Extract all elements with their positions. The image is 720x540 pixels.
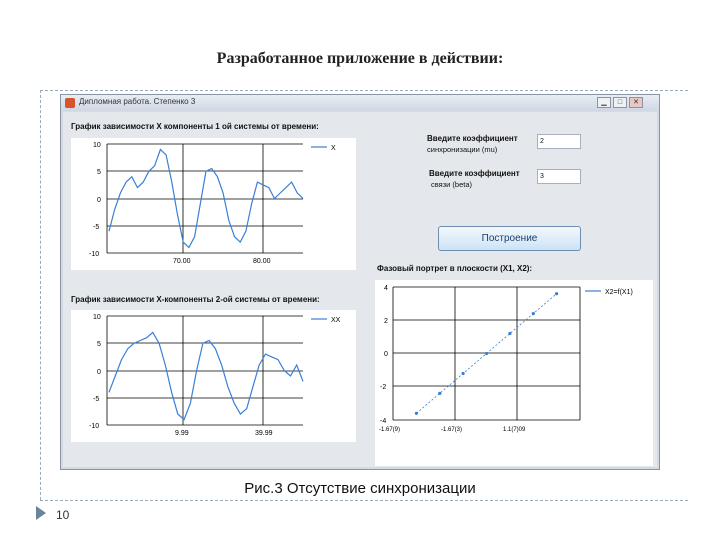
chart2-ytick: 10 — [93, 314, 101, 321]
chart2-ytick: 0 — [97, 369, 101, 376]
minimize-button[interactable]: ▁ — [597, 97, 611, 108]
phase-plot — [375, 280, 653, 466]
chart1 — [71, 138, 356, 270]
coef2-input[interactable] — [537, 169, 581, 184]
chart2-ytick: -5 — [93, 396, 100, 403]
bottom-divider — [40, 500, 688, 501]
chart1-legend-label: X — [331, 145, 336, 152]
phase-legend-label: X2=f(X1) — [605, 289, 633, 296]
phase-title: Фазовый портрет в плоскости (X1, X2): — [377, 264, 533, 273]
coef2-label-line2: связи (beta) — [431, 180, 473, 189]
maximize-button[interactable]: □ — [613, 97, 627, 108]
close-button[interactable]: ✕ — [629, 97, 643, 108]
bullet-triangle-icon — [36, 506, 46, 520]
chart1-ytick: -5 — [93, 224, 100, 231]
phase-ytick: -4 — [380, 418, 387, 425]
chart1-series-line — [109, 150, 303, 248]
window-titlebar[interactable] — [61, 95, 659, 111]
app-icon — [65, 98, 75, 108]
top-divider — [40, 90, 688, 91]
phase-xtick: -1.67(3) — [441, 427, 463, 433]
chart1-ytick: 10 — [93, 142, 101, 149]
phase-xtick: 1.1(7)09 — [503, 427, 526, 433]
chart1-title: График зависимости X компоненты 1 ой системы от времени: — [71, 122, 319, 131]
build-button[interactable]: Построение — [438, 226, 581, 251]
left-divider — [40, 90, 41, 500]
chart2-legend-label: XX — [331, 317, 341, 324]
chart1-plot — [71, 138, 356, 270]
chart2-series-line — [109, 332, 303, 419]
phase-xtick: -1.67(9) — [379, 427, 401, 433]
window-title: Дипломная работа. Степенко 3 — [79, 97, 196, 106]
chart2-title: График зависимости X-компоненты 2-ой системы от времени: — [71, 295, 320, 304]
figure-caption: Рис.3 Отсутствие синхронизации — [244, 480, 476, 497]
phase-ytick: 4 — [384, 285, 388, 292]
chart2 — [71, 310, 356, 442]
slide-title: Разработанное приложение в действии: — [216, 50, 504, 67]
phase-ytick: -2 — [380, 384, 387, 391]
client-area — [63, 112, 657, 467]
chart2-plot — [71, 310, 356, 442]
app-window — [60, 94, 660, 470]
page-number: 10 — [56, 508, 70, 522]
chart2-xtick: 39.99 — [255, 430, 273, 437]
chart1-xtick: 70.00 — [173, 258, 191, 265]
chart2-ytick: -10 — [89, 423, 100, 430]
chart1-ytick: 0 — [97, 197, 101, 204]
phase-chart — [375, 280, 653, 466]
coef1-input[interactable] — [537, 134, 581, 149]
coef1-label: Введите коэффициент — [427, 134, 518, 143]
chart2-ytick: 5 — [97, 341, 101, 348]
chart1-ytick: -10 — [89, 251, 100, 258]
phase-ytick: 2 — [384, 318, 388, 325]
coef1-label-line2: синхронизации (mu) — [427, 145, 498, 154]
chart1-ytick: 5 — [97, 169, 101, 176]
coef2-label: Введите коэффициент — [429, 169, 520, 178]
phase-series-line — [416, 294, 556, 414]
phase-ytick: 0 — [384, 351, 388, 358]
chart2-xtick: 9.99 — [175, 430, 189, 437]
chart1-xtick: 80.00 — [253, 258, 271, 265]
